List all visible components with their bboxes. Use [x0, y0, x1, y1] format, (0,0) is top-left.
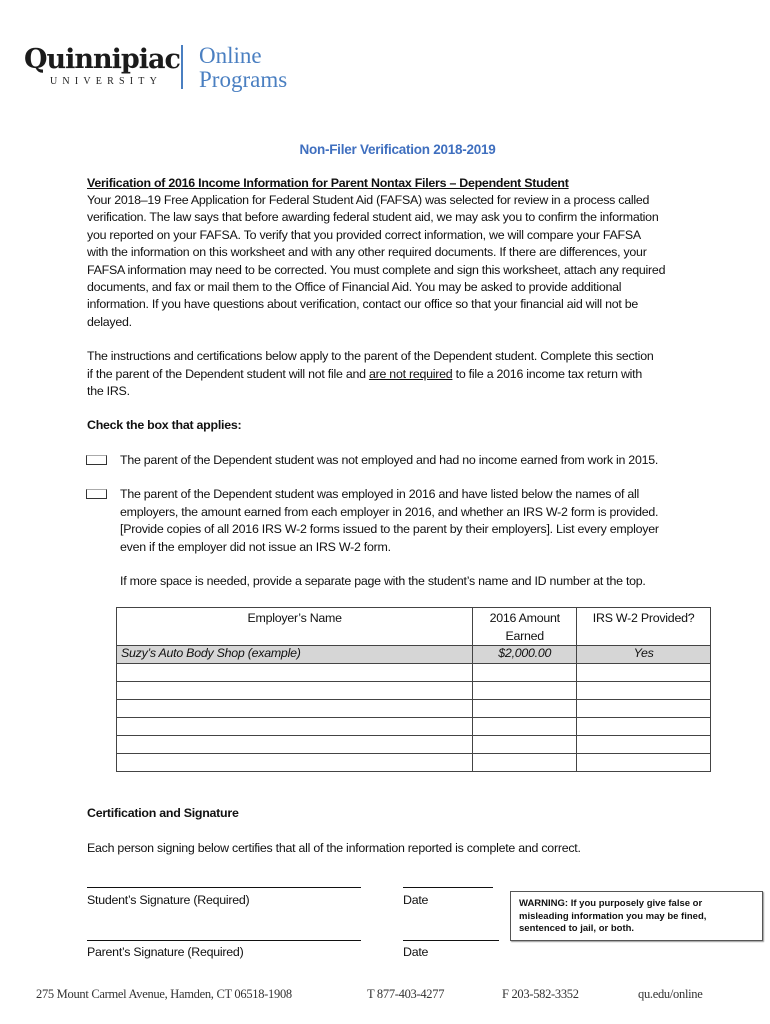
employer-cell[interactable] — [117, 736, 473, 754]
footer-phone: T 877-403-4277 — [367, 987, 445, 1001]
option-not-employed-label: The parent of the Dependent student was not employed and had no income earned from work in 2015. — [120, 453, 659, 467]
student-date-label: Date — [403, 893, 429, 907]
parent-signature-label: Parent’s Signature (Required) — [87, 945, 244, 959]
instr-underlined: are not required — [368, 366, 453, 381]
certification-heading: Certification and Signature — [87, 806, 239, 820]
parent-date-label: Date — [403, 945, 429, 959]
example-amount: $2,000.00 — [473, 646, 577, 664]
intro-line: with the information on this worksheet and with any other required documents. If there are differences, your — [87, 245, 647, 260]
warning-label: WARNING: — [519, 898, 569, 909]
student-signature-line[interactable] — [87, 887, 361, 888]
logo-name: Quinnipiac — [24, 44, 180, 75]
amount-cell[interactable] — [473, 700, 577, 718]
section-heading: Verification of 2016 Income Information for Parent Nontax Filers – Dependent Student — [87, 176, 569, 190]
student-date-line[interactable] — [403, 887, 493, 888]
intro-line: information. If you have questions about verification, contact our office so that your financial aid will not be — [87, 297, 639, 312]
amount-cell[interactable] — [473, 736, 577, 754]
table-row-empty — [117, 700, 711, 718]
employer-table — [116, 607, 711, 772]
instr-text: to file a 2016 income tax return with — [452, 366, 642, 381]
intro-line: you reported on your FAFSA. To verify that you provided correct information, we will compare your FAFSA — [87, 227, 641, 242]
w2-cell[interactable] — [577, 700, 711, 718]
header-w2-provided: IRS W-2 Provided? — [577, 608, 711, 646]
logo-sub: UNIVERSITY — [50, 76, 162, 87]
warning-text: If you purposely give false or misleading information you may be fined, sentenced to jail, or both. — [519, 898, 707, 934]
header-employer-name: Employer’s Name — [117, 608, 473, 646]
logo-online-programs — [199, 44, 287, 92]
w2-cell[interactable] — [577, 664, 711, 682]
employer-cell[interactable] — [117, 718, 473, 736]
parent-date-line[interactable] — [403, 940, 499, 941]
checkbox-employed[interactable] — [86, 489, 107, 499]
intro-line: FAFSA information may need to be corrected. You must complete and sign this worksheet, attach any required — [87, 262, 666, 277]
w2-cell[interactable] — [577, 718, 711, 736]
instr-line: the IRS. — [87, 384, 130, 398]
intro-line: documents, and fax or mail them to the Office of Financial Aid. You may be asked to provide additional — [87, 280, 622, 294]
amount-cell[interactable] — [473, 664, 577, 682]
table-row-empty — [117, 664, 711, 682]
parent-signature-line[interactable] — [87, 940, 361, 941]
certification-text: Each person signing below certifies that all of the information reported is complete and correct. — [87, 841, 581, 855]
intro-line: Your 2018–19 Free Application for Federal Student Aid (FAFSA) was selected for review in a process called — [87, 193, 650, 207]
footer-fax: F 203-582-3352 — [502, 987, 579, 1001]
more-space-note: If more space is needed, provide a separate page with the student’s name and ID number at the top. — [120, 574, 646, 588]
example-employer: Suzy’s Auto Body Shop (example) — [117, 646, 473, 664]
intro-line: verification. The law says that before awarding federal student aid, we may ask you to confirm the information — [87, 210, 659, 225]
amount-cell[interactable] — [473, 754, 577, 772]
warning-box — [510, 891, 763, 941]
w2-cell[interactable] — [577, 736, 711, 754]
option-employed-line: [Provide copies of all 2016 IRS W-2 forms issued to the parent by their employers]. List every employer — [120, 522, 659, 537]
logo-programs: Programs — [199, 67, 288, 92]
employer-cell[interactable] — [117, 664, 473, 682]
checkbox-not-employed[interactable] — [86, 455, 107, 465]
table-row-empty — [117, 682, 711, 700]
instr-line — [87, 367, 642, 381]
employer-cell[interactable] — [117, 754, 473, 772]
instr-text: if the parent of the Dependent student will not file and — [87, 366, 369, 381]
footer-address: 275 Mount Carmel Avenue, Hamden, CT 06518-1908 — [36, 987, 292, 1001]
option-employed-line: The parent of the Dependent student was employed in 2016 and have listed below the names of all — [120, 487, 640, 501]
table-row-empty — [117, 736, 711, 754]
amount-cell[interactable] — [473, 682, 577, 700]
logo-divider — [181, 45, 183, 89]
option-employed-line: employers, the amount earned from each employer in 2016, and whether an IRS W-2 form is provided. — [120, 504, 659, 519]
table-row-empty — [117, 754, 711, 772]
example-w2: Yes — [577, 646, 711, 664]
header-amount-earned: 2016 Amount Earned — [473, 608, 577, 646]
instr-line: The instructions and certifications below apply to the parent of the Dependent student. Complete this section — [87, 349, 654, 363]
check-heading: Check the box that applies: — [87, 418, 242, 432]
table-row-example — [117, 646, 711, 664]
intro-line: delayed. — [87, 314, 132, 329]
employer-cell[interactable] — [117, 700, 473, 718]
logo-online: Online — [199, 43, 262, 68]
option-employed-line: even if the employer did not issue an IRS W-2 form. — [120, 539, 391, 554]
footer-web: qu.edu/online — [638, 987, 703, 1001]
amount-cell[interactable] — [473, 718, 577, 736]
table-row-empty — [117, 718, 711, 736]
employer-cell[interactable] — [117, 682, 473, 700]
w2-cell[interactable] — [577, 754, 711, 772]
w2-cell[interactable] — [577, 682, 711, 700]
student-signature-label: Student’s Signature (Required) — [87, 893, 250, 907]
page-title: Non-Filer Verification 2018-2019 — [299, 142, 496, 157]
